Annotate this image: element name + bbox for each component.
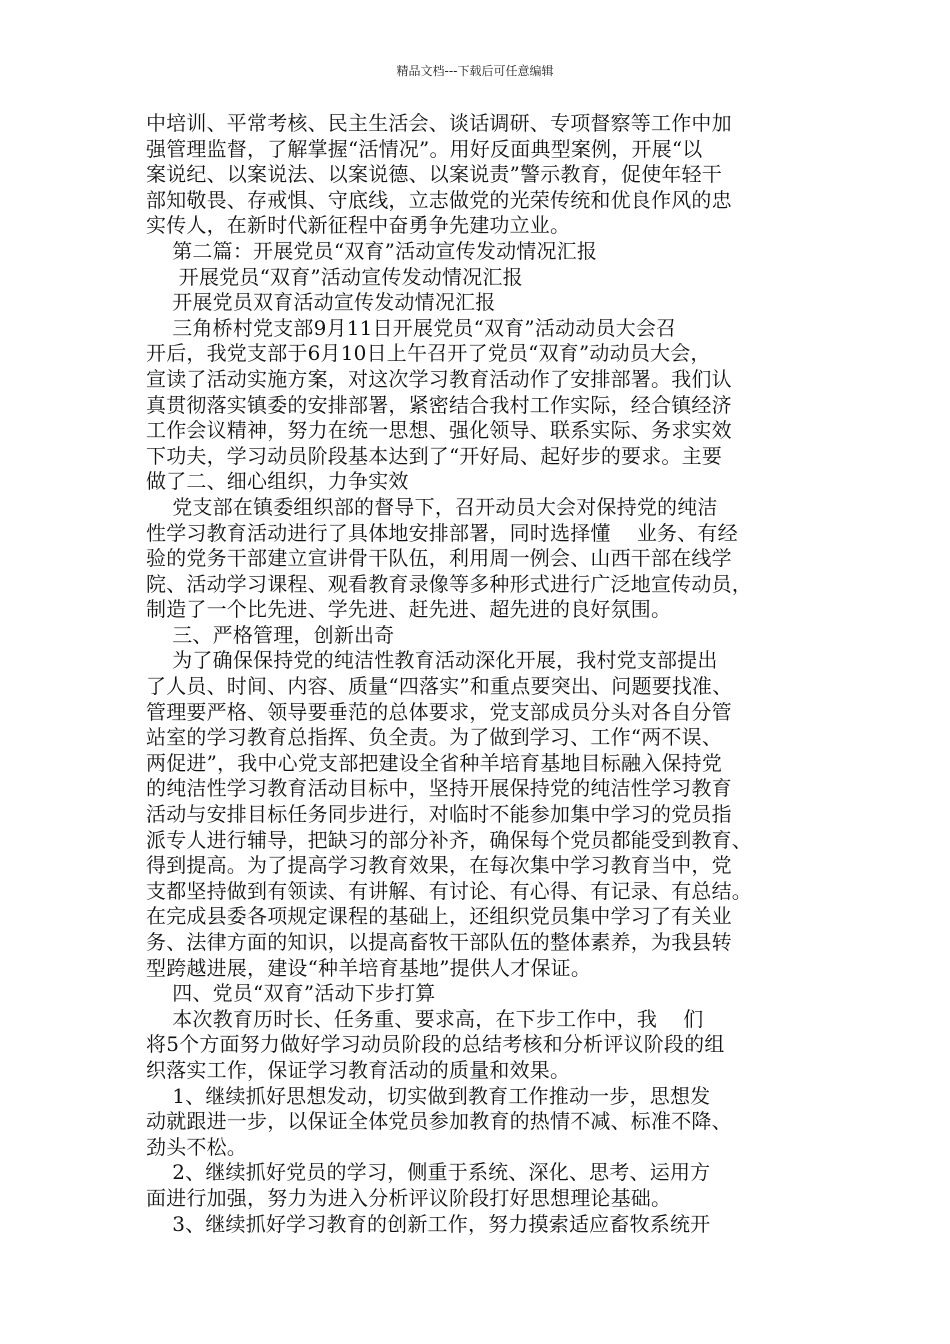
- text-line: 3、继续抓好学习教育的创新工作，努力摸索适应畜牧系统开: [146, 1211, 711, 1236]
- text-line: 站室的学习教育总指挥、负全责。为了做到学习、工作“两不误、: [146, 725, 723, 750]
- text-line: 强管理监督，了解掌握“活情况”。用好反面典型案例，开展“以: [146, 136, 703, 161]
- text-line: 织落实工作，保证学习教育活动的质量和效果。: [146, 1057, 571, 1082]
- text-line: 劲头不松。: [146, 1134, 247, 1159]
- text-line: 性学习教育活动进行了具体地安排部署，同时选择懂 业务、有经: [146, 520, 738, 545]
- text-line: 派专人进行辅导，把缺习的部分补齐，确保每个党员都能受到教育、: [146, 827, 752, 852]
- text-line: 管理要严格、领导要垂范的总体要求，党支部成员分头对各自分管: [146, 699, 732, 724]
- text-line: 第二篇：开展党员“双育”活动宣传发动情况汇报: [146, 238, 598, 263]
- text-line: 院、活动学习课程、观看教育录像等多种形式进行广泛地宣传动员，: [146, 571, 752, 596]
- text-line: 将5个方面努力做好学习动员阶段的总结考核和分析评议阶段的组: [146, 1032, 725, 1057]
- text-line: 动就跟进一步，以保证全体党员参加教育的热情不减、标准不降、: [146, 1109, 732, 1134]
- text-line: 中培训、平常考核、民主生活会、谈话调研、专项督察等工作中加: [146, 111, 732, 135]
- text-line: 支都坚持做到有领读、有讲解、有讨论、有心得、有记录、有总结。: [146, 878, 752, 903]
- text-line: 案说纪、以案说法、以案说德、以案说责”警示教育，促使年轻干: [146, 162, 723, 187]
- text-line: 型跨越进展，建设“种羊培育基地”提供人才保证。: [146, 955, 592, 980]
- text-line: 开展党员“双育”活动宣传发动情况汇报: [146, 264, 523, 289]
- text-line: 党支部在镇委组织部的督导下，召开动员大会对保持党的纯洁: [146, 494, 718, 519]
- text-line: 下功夫，学习动员阶段基本达到了“开好局、起好步的要求。主要: [146, 443, 723, 468]
- text-line: 面进行加强，努力为进入分析评议阶段打好思想理论基础。: [146, 1185, 672, 1210]
- text-line: 在完成县委各项规定课程的基础上，还组织党员集中学习了有关业: [146, 904, 732, 929]
- text-line: 得到提高。为了提高学习教育效果，在每次集中学习教育当中，党: [146, 853, 732, 878]
- text-line: 1、继续抓好思想发动，切实做到教育工作推动一步，思想发: [146, 1083, 711, 1108]
- text-line: 四、党员“双育”活动下步打算: [146, 981, 436, 1006]
- text-line: 活动与安排目标任务同步进行，对临时不能参加集中学习的党员指: [146, 802, 732, 827]
- text-line: 制造了一个比先进、学先进、赶先进、超先进的良好氛围。: [146, 597, 672, 622]
- text-line: 两促进”，我中心党支部把建设全省种羊培育基地目标融入保持党: [146, 750, 723, 775]
- text-line: 本次教育历时长、任务重、要求高，在下步工作中，我 们: [146, 1006, 704, 1031]
- page-header: 精品文档---下载后可任意编辑: [396, 64, 554, 78]
- text-line: 宣读了活动实施方案，对这次学习教育活动作了安排部署。我们认: [146, 366, 732, 391]
- text-line: 务、法律方面的知识，以提高畜牧干部队伍的整体素养，为我县转: [146, 930, 732, 954]
- text-line: 做了二、细心组织，力争实效: [146, 469, 409, 494]
- document-body: [146, 111, 826, 1237]
- text-line: 2、继续抓好党员的学习，侧重于系统、深化、思考、运用方: [146, 1160, 711, 1185]
- text-line: 部知敬畏、存戒惧、守底线，立志做党的光荣传统和优良作风的忠: [146, 187, 732, 212]
- text-line: 的纯洁性学习教育活动目标中，坚持开展保持党的纯洁性学习教育: [146, 776, 732, 801]
- text-line: 工作会议精神，努力在统一思想、强化领导、联系实际、务求实效: [146, 418, 732, 443]
- text-line: 真贯彻落实镇委的安排部署，紧密结合我村工作实际，经合镇经济: [146, 392, 732, 417]
- text-line: 开后，我党支部于6月10日上午召开了党员“双育”动动员大会，: [146, 341, 711, 366]
- text-line: 了人员、时间、内容、质量“四落实”和重点要突出、问题要找准、: [146, 674, 733, 699]
- text-line: 开展党员双育活动宣传发动情况汇报: [146, 290, 496, 315]
- text-line: 三角桥村党支部9月11日开展党员“双育”活动动员大会召: [146, 315, 677, 340]
- text-line: 实传人，在新时代新征程中奋勇争先建功立业。: [146, 213, 571, 238]
- text-line: 三、严格管理，创新出奇: [146, 622, 395, 647]
- text-line: 为了确保保持党的纯洁性教育活动深化开展，我村党支部提出: [146, 648, 718, 673]
- text-line: 验的党务干部建立宣讲骨干队伍，利用周一例会、山西干部在线学: [146, 546, 732, 571]
